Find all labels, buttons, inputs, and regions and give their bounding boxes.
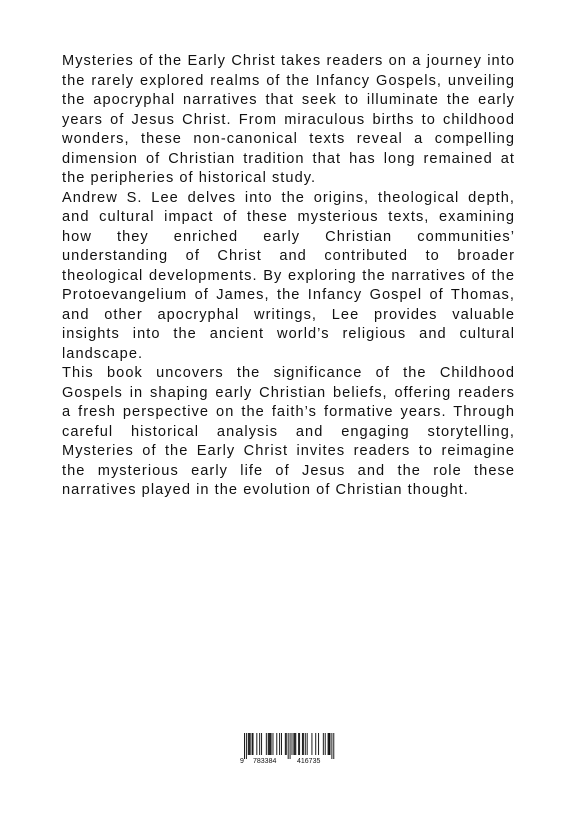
barcode-bar: [292, 733, 293, 755]
barcode-bar: [315, 733, 316, 755]
barcode-bar: [261, 733, 262, 755]
barcode-bar: [331, 733, 332, 759]
isbn-barcode: [240, 733, 340, 767]
barcode-bar: [269, 733, 270, 755]
barcode-bar: [311, 733, 312, 755]
barcode-bar: [244, 733, 245, 759]
barcode-bar: [256, 733, 257, 755]
barcode-bars: [240, 733, 340, 759]
barcode-right-digits: 416735: [297, 758, 321, 765]
barcode-bar: [288, 733, 289, 759]
barcode-bar: [299, 733, 300, 755]
barcode-bar: [305, 733, 306, 755]
barcode-bar: [252, 733, 253, 755]
barcode-digits: [240, 757, 340, 767]
barcode-bar: [271, 733, 272, 755]
barcode-bar: [273, 733, 274, 755]
barcode-bar: [250, 733, 251, 755]
description-paragraph-3: This book uncovers the significance of the Childhood Gospels in shaping early Christian beliefs, offering readers a fresh perspective on the faith’s formative years. Through careful historical analysis and engaging storytelling, Mysteries of the Early Christ invites readers to reimagine the mysterious early life of Jesus and the role these narratives played in the evolution of Christian thought.: [62, 365, 515, 498]
barcode-bar: [307, 733, 308, 755]
barcode-bar: [318, 733, 319, 755]
barcode-bar: [268, 733, 269, 755]
barcode-bar: [248, 733, 249, 755]
barcode-bar: [298, 733, 299, 755]
description-paragraph-2: Andrew S. Lee delves into the origins, theological depth, and cultural impact of these mysterious texts, examining how they enriched early Christian communities’ understanding of Christ and contributed to broader theological developments. By exploring the narratives of the Protoevangelium of James, the Infancy Gospel of Thomas, and other apocryphal writings, Lee provides valuable insights into the ancient world’s religious and cultural landscape.: [62, 189, 515, 362]
barcode-bar: [266, 733, 267, 755]
description-paragraph-1: Mysteries of the Early Christ takes readers on a journey into the rarely explored realms of the Infancy Gospels, unveiling the apocryphal narratives that seek to illuminate the early years of Jesus Christ. From miraculous births to childhood wonders, these non-canonical texts reveal a compelling dimension of Christian tradition that has long remained at the peripheries of historical study.: [62, 53, 515, 186]
barcode-bar: [276, 733, 277, 755]
book-description: [62, 52, 515, 501]
barcode-bar: [246, 733, 247, 759]
barcode-bar: [285, 733, 286, 755]
barcode-bar: [295, 733, 296, 755]
barcode-bar: [259, 733, 260, 755]
barcode-bar: [270, 733, 271, 755]
barcode-bar: [294, 733, 295, 755]
barcode-bar: [328, 733, 329, 755]
barcode-bar: [281, 733, 282, 755]
barcode-bar: [290, 733, 291, 759]
barcode-bar: [293, 733, 294, 755]
barcode-bar: [333, 733, 334, 759]
barcode-bar: [303, 733, 304, 755]
barcode-bar: [325, 733, 326, 755]
barcode-bar: [323, 733, 324, 755]
barcode-bar: [329, 733, 330, 755]
barcode-bar: [279, 733, 280, 755]
barcode-bar: [330, 733, 331, 755]
barcode-bar: [302, 733, 303, 755]
barcode-bar: [253, 733, 254, 755]
barcode-first-digit: 9: [240, 758, 244, 765]
barcode-bar: [249, 733, 250, 755]
barcode-left-digits: 783384: [253, 758, 277, 765]
barcode-bar: [286, 733, 287, 755]
